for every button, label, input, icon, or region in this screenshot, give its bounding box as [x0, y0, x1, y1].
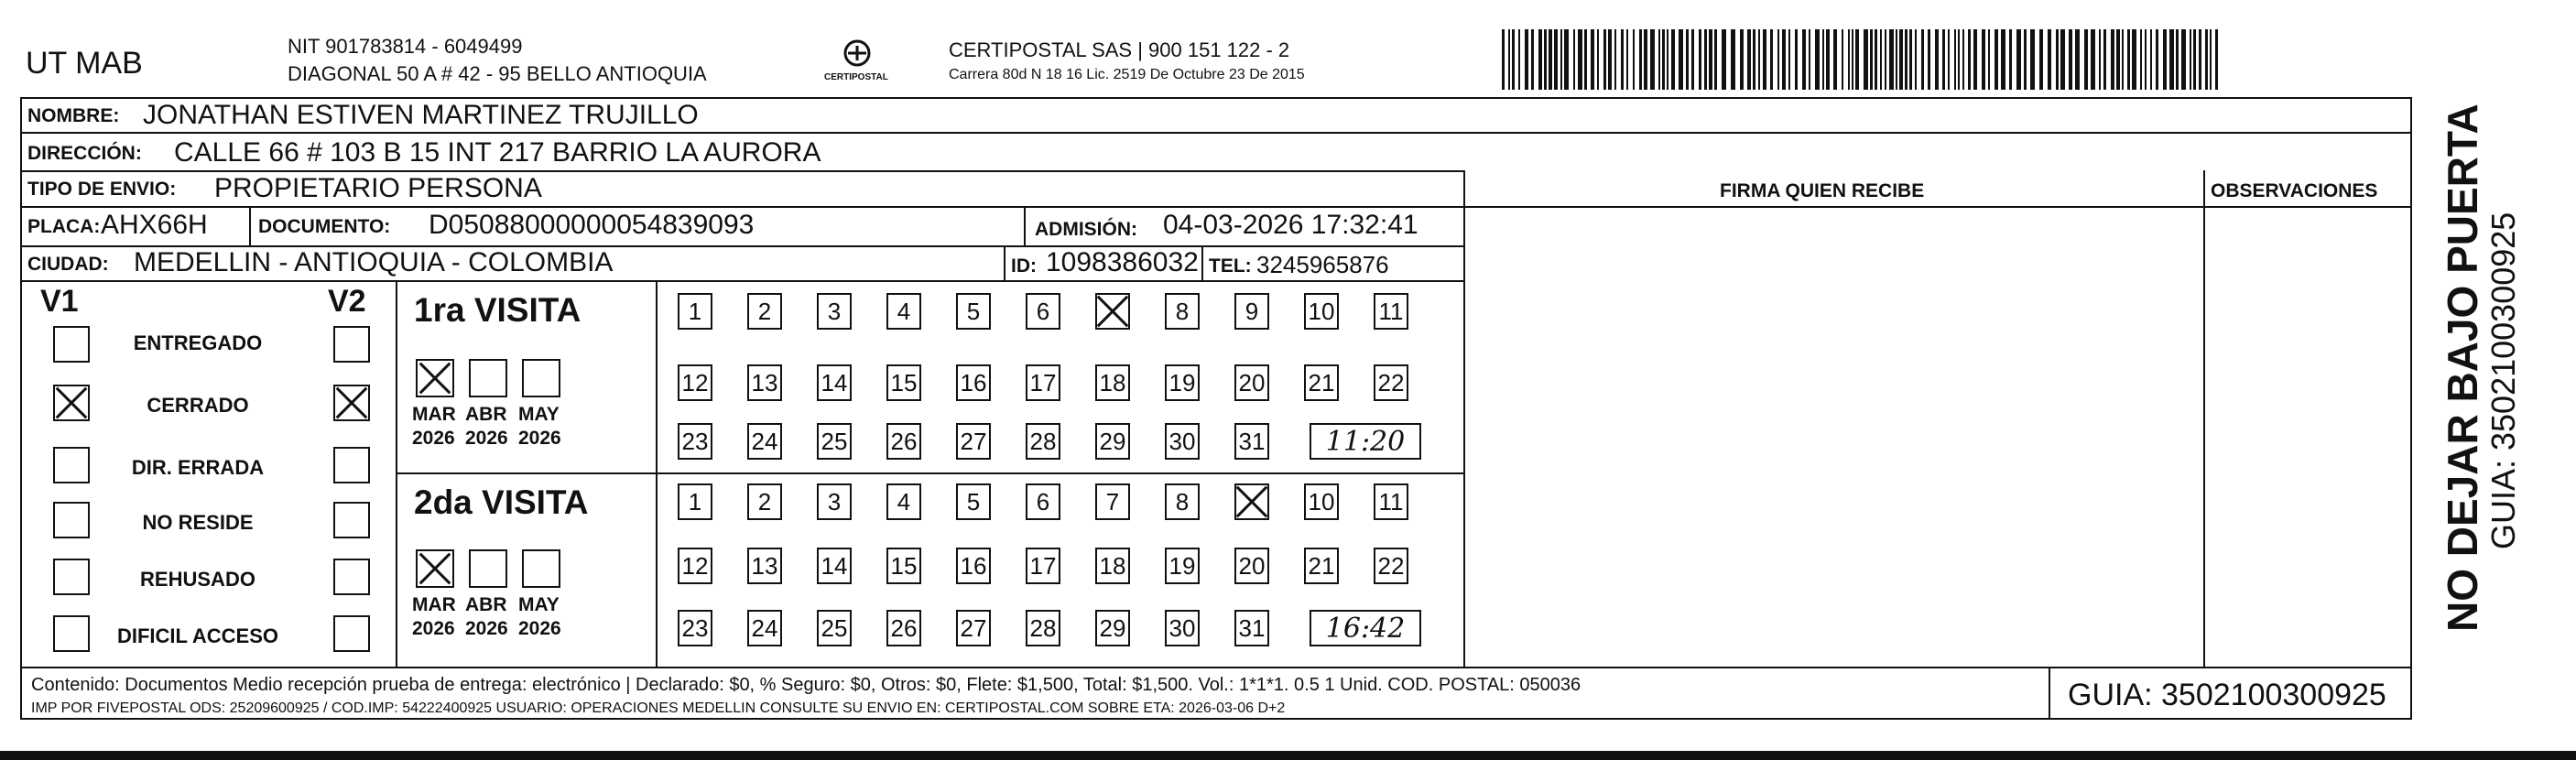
status-v2-checkbox[interactable]: [333, 326, 370, 363]
bottom-band: [0, 751, 2576, 760]
visit-day-box[interactable]: 29: [1095, 610, 1130, 646]
visit-day-box[interactable]: 16: [956, 548, 991, 584]
visit-day-box[interactable]: 11: [1374, 293, 1408, 330]
nombre-label: NOMBRE:: [27, 105, 120, 126]
visit-month-checkbox[interactable]: [416, 549, 454, 588]
status-v2-checkbox[interactable]: [333, 447, 370, 483]
visit-month-checkbox[interactable]: [416, 359, 454, 397]
visit-day-box[interactable]: 14: [817, 364, 852, 401]
visit-day-box[interactable]: 21: [1304, 548, 1339, 584]
visit-day-box[interactable]: 11: [1374, 483, 1408, 520]
visit-month-checkbox[interactable]: [522, 549, 560, 588]
visit-day-box[interactable]: 5: [956, 293, 991, 330]
v1-header: V1: [40, 284, 79, 319]
visit-day-box[interactable]: 30: [1165, 610, 1200, 646]
id-value: 1098386032: [1046, 247, 1199, 277]
id-label: ID:: [1011, 255, 1037, 277]
courier-name: CERTIPOSTAL SAS | 900 151 122 - 2: [949, 38, 1290, 61]
visit-day-box[interactable]: 20: [1234, 548, 1269, 584]
status-label: NO RESIDE: [142, 511, 254, 534]
placa-value: AHX66H: [101, 210, 208, 240]
no-dejar-bajo-puerta: NO DEJAR BAJO PUERTA: [2439, 103, 2486, 632]
status-label: CERRADO: [147, 394, 249, 417]
visit-day-box[interactable]: 3: [817, 483, 852, 520]
status-label: DIR. ERRADA: [131, 456, 265, 479]
documento-label: DOCUMENTO:: [258, 216, 391, 237]
visit-day-box[interactable]: 15: [886, 548, 921, 584]
visit-day-box[interactable]: 31: [1234, 423, 1269, 460]
visit-day-box[interactable]: 8: [1165, 483, 1200, 520]
visit-day-box[interactable]: 26: [886, 423, 921, 460]
visit-day-box[interactable]: 3: [817, 293, 852, 330]
visit-day-box[interactable]: 29: [1095, 423, 1130, 460]
barcode: [1502, 29, 2225, 93]
visit-day-box[interactable]: 19: [1165, 548, 1200, 584]
visit-day-box[interactable]: 27: [956, 610, 991, 646]
visit-day-box[interactable]: 31: [1234, 610, 1269, 646]
visit-day-box[interactable]: 10: [1304, 293, 1339, 330]
visit-day-box[interactable]: 2: [747, 293, 782, 330]
visit-month-label: ABR: [465, 404, 507, 425]
logo-text: CERTIPOSTAL: [824, 72, 888, 82]
certipostal-logo: [824, 37, 888, 92]
courier-address: Carrera 80d N 18 16 Lic. 2519 De Octubre 23 De 2015: [949, 67, 1305, 82]
visit-year-label: 2026: [465, 618, 508, 639]
visit-day-box[interactable]: [1095, 293, 1130, 330]
visit-day-box[interactable]: 13: [747, 364, 782, 401]
visit-day-box[interactable]: 4: [886, 293, 921, 330]
visit-day-box[interactable]: 19: [1165, 364, 1200, 401]
ciudad-value: MEDELLIN - ANTIOQUIA - COLOMBIA: [134, 247, 614, 277]
visit-day-box[interactable]: 10: [1304, 483, 1339, 520]
visit-month-label: ABR: [465, 594, 507, 615]
status-label: REHUSADO: [140, 568, 255, 591]
visit-day-box[interactable]: 5: [956, 483, 991, 520]
visit-day-box[interactable]: 28: [1026, 610, 1060, 646]
documento-value: D05088000000054839093: [429, 210, 755, 240]
visit-day-box[interactable]: 24: [747, 423, 782, 460]
visit-day-box[interactable]: 1: [678, 293, 712, 330]
v2-header: V2: [328, 284, 366, 319]
footer-guia: GUIA: 3502100300925: [2068, 678, 2386, 712]
visit-1-title: 1ra VISITA: [414, 291, 582, 329]
visit-day-box[interactable]: 27: [956, 423, 991, 460]
visit-day-box[interactable]: 30: [1165, 423, 1200, 460]
visit-day-box[interactable]: 15: [886, 364, 921, 401]
tel-label: TEL:: [1209, 255, 1252, 277]
direccion-value: CALLE 66 # 103 B 15 INT 217 BARRIO LA AURORA: [174, 137, 821, 168]
visit-time-box[interactable]: 16:42: [1310, 610, 1421, 646]
status-label: DIFICIL ACCESO: [116, 624, 278, 647]
sender-address: DIAGONAL 50 A # 42 - 95 BELLO ANTIOQUIA: [288, 62, 707, 85]
admision-value: 04-03-2026 17:32:41: [1163, 210, 1418, 240]
status-v2-checkbox[interactable]: [333, 559, 370, 595]
admision-label: ADMISIÓN:: [1035, 219, 1137, 240]
visit-day-box[interactable]: 8: [1165, 293, 1200, 330]
visit-year-label: 2026: [412, 618, 455, 639]
visit-day-box[interactable]: 23: [678, 423, 712, 460]
tel-value: 3245965876: [1256, 251, 1389, 278]
footer-line-1: Contenido: Documentos Medio recepción prueba de entrega: electrónico | Declarado: $0, % Seguro: $0, Otros: $0, Flete: $1,500, Total: $1,500. Vol.: 1*1*1. 0.5 1 Unid. COD. POSTAL: 050036: [31, 675, 1581, 695]
status-v2-checkbox[interactable]: [333, 385, 370, 421]
visit-day-box[interactable]: 18: [1095, 548, 1130, 584]
visit-2-title: 2da VISITA: [414, 483, 589, 521]
visit-day-box[interactable]: 20: [1234, 364, 1269, 401]
visit-month-label: MAY: [518, 594, 560, 615]
direccion-label: DIRECCIÓN:: [27, 143, 142, 164]
visit-day-box[interactable]: 18: [1095, 364, 1130, 401]
visit-day-box[interactable]: 22: [1374, 364, 1408, 401]
footer-line-2: IMP POR FIVEPOSTAL ODS: 25209600925 / COD.IMP: 54222400925 USUARIO: OPERACIONES MEDELLIN CONSULTE SU ENVIO EN: CERTIPOSTAL.COM SOBRE ETA: 2026-03-06 D+2: [31, 700, 1286, 716]
tipo-envio-value: PROPIETARIO PERSONA: [214, 173, 542, 203]
visit-day-box[interactable]: 4: [886, 483, 921, 520]
visit-day-box[interactable]: 14: [817, 548, 852, 584]
nombre-value: JONATHAN ESTIVEN MARTINEZ TRUJILLO: [143, 100, 699, 130]
company-name: UT MAB: [26, 46, 143, 81]
visit-day-box[interactable]: 25: [817, 610, 852, 646]
visit-day-box[interactable]: 2: [747, 483, 782, 520]
status-v2-checkbox[interactable]: [333, 615, 370, 652]
visit-year-label: 2026: [412, 428, 455, 449]
visit-month-label: MAR: [412, 594, 456, 615]
visit-year-label: 2026: [518, 618, 561, 639]
visit-day-box[interactable]: 1: [678, 483, 712, 520]
visit-day-box[interactable]: 7: [1095, 483, 1130, 520]
visit-day-box[interactable]: 23: [678, 610, 712, 646]
visit-day-box[interactable]: 26: [886, 610, 921, 646]
visit-day-box[interactable]: [1234, 483, 1269, 520]
visit-day-box[interactable]: 13: [747, 548, 782, 584]
tipo-envio-label: TIPO DE ENVIO:: [27, 179, 177, 200]
visit-day-box[interactable]: 9: [1234, 293, 1269, 330]
placa-label: PLACA:: [27, 216, 101, 237]
visit-time-box[interactable]: 11:20: [1310, 423, 1421, 460]
observaciones-header: OBSERVACIONES: [2211, 180, 2378, 201]
ciudad-label: CIUDAD:: [27, 254, 109, 275]
status-v2-checkbox[interactable]: [333, 502, 370, 538]
sender-nit: NIT 901783814 - 6049499: [288, 35, 523, 58]
visit-day-box[interactable]: 6: [1026, 293, 1060, 330]
visit-day-box[interactable]: 28: [1026, 423, 1060, 460]
visit-year-label: 2026: [518, 428, 561, 449]
visit-day-box[interactable]: 24: [747, 610, 782, 646]
visit-day-box[interactable]: 16: [956, 364, 991, 401]
visit-day-box[interactable]: 12: [678, 548, 712, 584]
visit-day-box[interactable]: 25: [817, 423, 852, 460]
visit-day-box[interactable]: 21: [1304, 364, 1339, 401]
status-label: ENTREGADO: [133, 331, 263, 354]
visit-month-checkbox[interactable]: [469, 549, 507, 588]
visit-day-box[interactable]: 12: [678, 364, 712, 401]
visit-month-label: MAY: [518, 404, 560, 425]
visit-month-checkbox[interactable]: [522, 359, 560, 397]
firma-header: FIRMA QUIEN RECIBE: [1720, 180, 1925, 201]
visit-month-label: MAR: [412, 404, 456, 425]
visit-day-box[interactable]: 17: [1026, 548, 1060, 584]
visit-month-checkbox[interactable]: [469, 359, 507, 397]
visit-day-box[interactable]: 6: [1026, 483, 1060, 520]
visit-day-box[interactable]: 22: [1374, 548, 1408, 584]
side-guia: GUIA: 3502100300925: [2484, 212, 2522, 549]
visit-year-label: 2026: [465, 428, 508, 449]
visit-day-box[interactable]: 17: [1026, 364, 1060, 401]
